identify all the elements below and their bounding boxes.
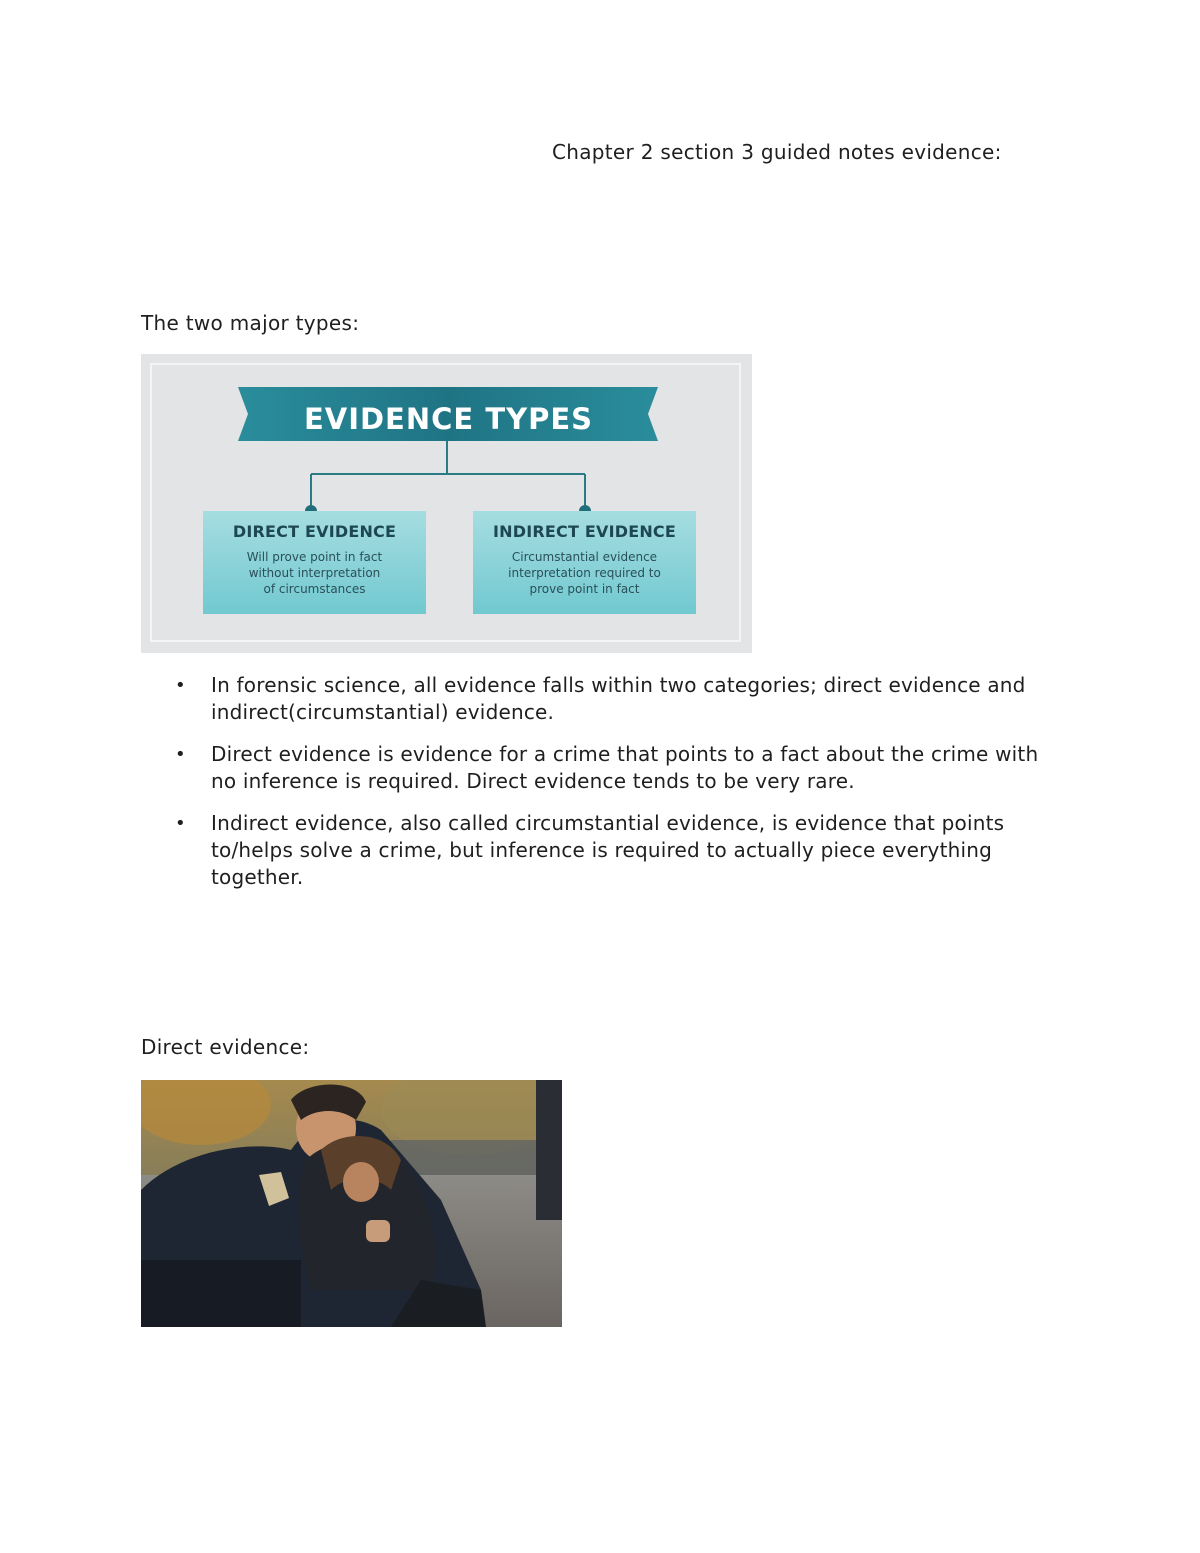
bullet-text: In forensic science, all evidence falls within two categories; direct evidence and indirect(circumstantial) evidence. (211, 673, 1026, 724)
desc-line: of circumstances (263, 582, 366, 596)
desc-line: interpretation required to (508, 566, 661, 580)
desc-line: Circumstantial evidence (511, 550, 658, 564)
desc-line: prove point in fact (529, 582, 640, 596)
indirect-evidence-desc (505, 549, 665, 597)
desc-line: without interpretation (248, 566, 381, 580)
list-item (175, 741, 1065, 795)
direct-evidence-photo (141, 1080, 562, 1327)
evidence-types-infographic (141, 354, 752, 653)
desc-line: Will prove point in fact (246, 550, 383, 564)
bullet-text: Direct evidence is evidence for a crime that points to a fact about the crime with no inference is required. Direct evidence tends to be very rare. (211, 742, 1039, 793)
direct-evidence-box (203, 511, 426, 614)
section-label-types: The two major types: (141, 311, 360, 335)
page-title: Chapter 2 section 3 guided notes evidence: (552, 140, 1002, 164)
section-label-direct: Direct evidence: (141, 1035, 310, 1059)
bullet-dot-icon: • (175, 675, 186, 696)
list-item (175, 672, 1065, 726)
bullet-text: Indirect evidence, also called circumstantial evidence, is evidence that points to/helps solve a crime, but inference is required to actually piece everything together. (211, 811, 1005, 889)
direct-evidence-desc (235, 549, 395, 597)
indirect-evidence-box (473, 511, 696, 614)
list-item (175, 810, 1065, 891)
bullet-list (175, 672, 1065, 906)
photo-illustration (141, 1080, 562, 1327)
bullet-dot-icon: • (175, 744, 186, 765)
banner-title: EVIDENCE TYPES (303, 402, 594, 436)
indirect-evidence-heading: INDIRECT EVIDENCE (493, 522, 676, 541)
direct-evidence-heading: DIRECT EVIDENCE (232, 522, 397, 541)
bullet-dot-icon: • (175, 813, 186, 834)
